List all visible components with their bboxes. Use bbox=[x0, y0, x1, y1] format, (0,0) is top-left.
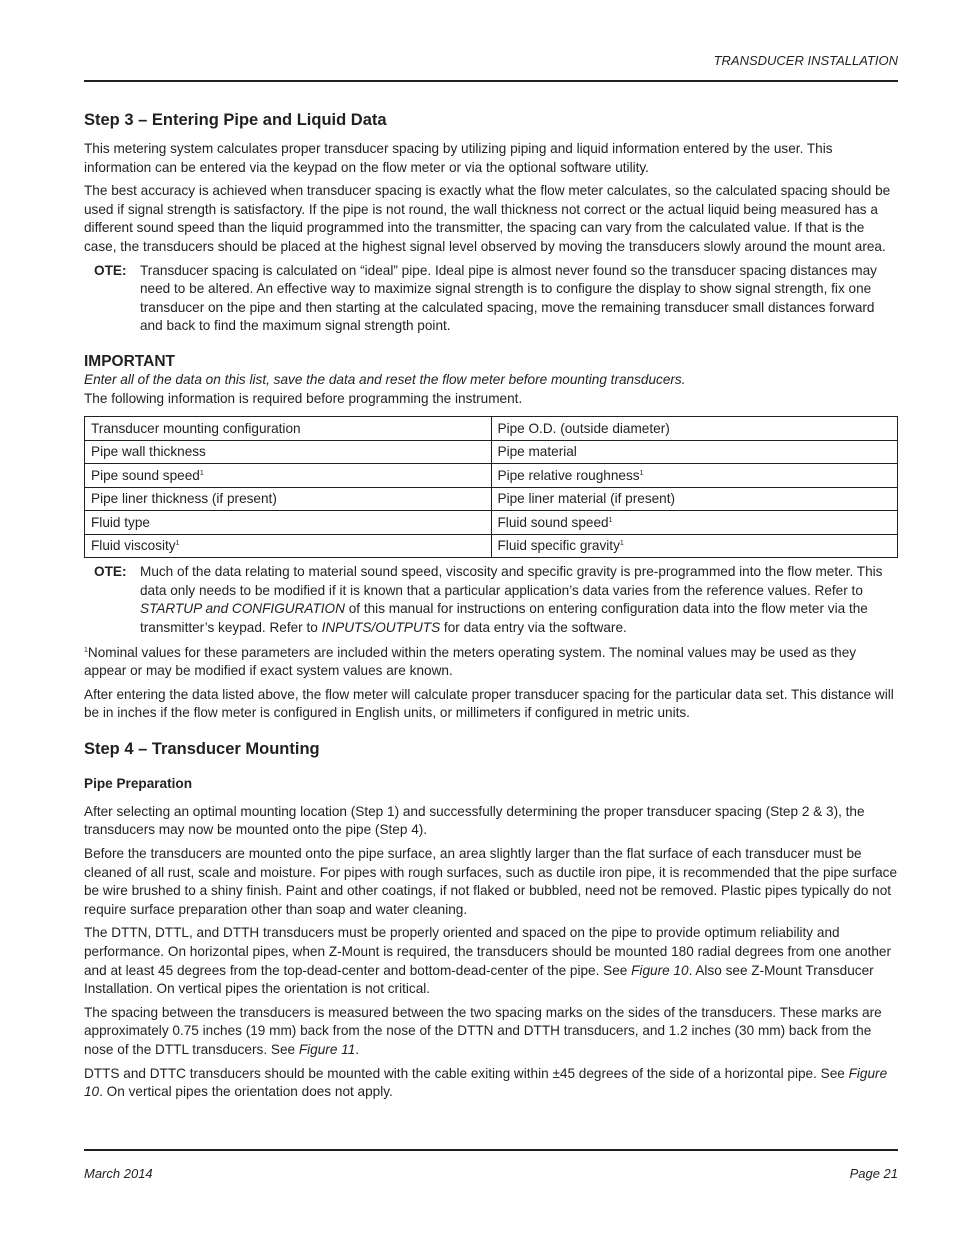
paragraph-text: . bbox=[355, 1042, 360, 1057]
cell-text: Fluid viscosity bbox=[91, 538, 176, 554]
footnote-marker: 1 bbox=[84, 646, 88, 654]
table-cell-right bbox=[491, 487, 898, 511]
footnote-marker: 1 bbox=[639, 469, 644, 477]
table-row bbox=[85, 534, 898, 558]
cell-text: Pipe sound speed bbox=[91, 467, 200, 483]
table-cell-right bbox=[491, 534, 898, 558]
inputs-outputs-reference[interactable]: INPUTS/OUTPUTS bbox=[321, 619, 441, 635]
pipe-preparation-heading: Pipe Preparation bbox=[84, 775, 193, 791]
table-row bbox=[85, 440, 898, 464]
table-row bbox=[85, 487, 898, 511]
header-rule bbox=[84, 80, 898, 82]
cell-text: Fluid specific gravity bbox=[497, 538, 620, 554]
cell-text: Pipe wall thickness bbox=[91, 444, 206, 460]
table-cell-left bbox=[85, 534, 492, 558]
note-spacing bbox=[84, 262, 898, 336]
figure11-reference[interactable]: Figure 11 bbox=[298, 1042, 356, 1057]
startup-config-reference[interactable]: STARTUP and CONFIGURATION bbox=[140, 601, 345, 617]
step3-paragraph-1: This metering system calculates proper transducer spacing by utilizing piping and liquid information entered by the user. This information can be entered via the keypad on the flow meter or via the optional software utility. bbox=[84, 141, 833, 175]
figure10-reference[interactable]: Figure 10 bbox=[84, 1065, 888, 1100]
table-cell-left bbox=[85, 464, 492, 488]
step4-heading: Step 4 – Transducer Mounting bbox=[84, 739, 320, 758]
step4-paragraph-1: After selecting an optimal mounting location (Step 1) and successfully determining the proper transducer spacing (Step 2 & 3), the transducers may now be mounted onto the pipe (Step 4). bbox=[84, 803, 865, 838]
page-content bbox=[84, 110, 898, 1107]
important-heading: IMPORTANT bbox=[84, 352, 175, 370]
note-preprogrammed bbox=[84, 563, 898, 637]
table-cell-right bbox=[491, 417, 898, 441]
step4-paragraph-5 bbox=[84, 1065, 898, 1102]
cell-text: Pipe liner thickness (if present) bbox=[91, 491, 277, 507]
note-text: Transducer spacing is calculated on “ideal” pipe. Ideal pipe is almost never found so the transducer spacing distances may need to be altered. An effective way to maximize signal strength is to configure the display to show signal strength, fix one transducer on the pipe and then starting at the calculated spacing, move the remaining transducer small distances forward and back to find the maximum signal strength point. bbox=[140, 262, 877, 334]
note-text bbox=[140, 563, 898, 637]
step4-paragraph-3 bbox=[84, 924, 898, 998]
footnote-marker: 1 bbox=[619, 540, 624, 548]
step3-heading: Step 3 – Entering Pipe and Liquid Data bbox=[84, 111, 387, 129]
footer-date: March 2014 bbox=[84, 1166, 153, 1181]
footer-page-number: Page 21 bbox=[849, 1166, 898, 1181]
note-text-part: of this manual for instructions on entering configuration data into the flow meter via the transmitter’s keypad. Refer to bbox=[140, 601, 868, 635]
table-cell-right bbox=[491, 511, 898, 535]
footnote bbox=[84, 644, 898, 681]
table-row bbox=[85, 511, 898, 535]
table-cell-right bbox=[491, 440, 898, 464]
step3-paragraph-2: The best accuracy is achieved when transducer spacing is exactly what the flow meter calculates, so the calculated spacing should be used if signal strength is satisfactory. If the pipe is not round, the wall thickness not correct or the actual liquid being measured has a different sound speed than the liquid programmed into the transmitter, the spacing can vary from the calculated value. If that is the case, the transducers should be placed at the highest signal level observed by moving the transducers slowly around the mount area. bbox=[84, 183, 891, 254]
footnote-marker: 1 bbox=[199, 469, 204, 477]
figure10-reference[interactable]: Figure 10 bbox=[631, 962, 689, 978]
footnote-text: Nominal values for these parameters are included within the meters operating system. The nominal values may be used as they appear or may be modified if exact system values are known. bbox=[84, 644, 857, 679]
step4-paragraph-4 bbox=[84, 1004, 898, 1060]
table-row bbox=[85, 464, 898, 488]
cell-text: Fluid sound speed bbox=[497, 514, 609, 530]
cell-text: Pipe liner material (if present) bbox=[497, 491, 676, 507]
required-info-intro: The following information is required before programming the instrument. bbox=[84, 390, 523, 406]
paragraph-text: The spacing between the transducers is measured between the two spacing marks on the sides of the transducers. These marks are approximately 0.75 inches (19 mm) back from the nose of the DTTN and DTTH transducers, and 1.2 inches (30 mm) back from the nose of the DTTL transducers. See bbox=[84, 1004, 882, 1057]
paragraph-text: The DTTN, DTTL, and DTTH transducers must be properly oriented and spaced on the pipe to provide optimum reliability and performance. On horizontal pipes, when Z-Mount is required, the transducers should be mounted 180 radial degrees from one another and at least 45 degrees from the top-dead-center and bottom-dead-center of the pipe. See bbox=[84, 925, 892, 978]
paragraph-text: . Also see Z-Mount Transducer Installation. On vertical pipes the orientation is not critical. bbox=[84, 962, 874, 997]
footnote-marker: 1 bbox=[608, 516, 613, 524]
note-text-part: for data entry via the software. bbox=[440, 619, 627, 635]
running-header: TRANSDUCER INSTALLATION bbox=[713, 53, 898, 68]
table-cell-left bbox=[85, 440, 492, 464]
footnote-marker: 1 bbox=[175, 540, 180, 548]
table-row bbox=[85, 417, 898, 441]
cell-text: Pipe O.D. (outside diameter) bbox=[497, 420, 670, 436]
footer-rule bbox=[84, 1149, 898, 1151]
note-label: OTE: bbox=[94, 564, 127, 580]
table-cell-left bbox=[85, 417, 492, 441]
note-text-part: Much of the data relating to material sound speed, viscosity and specific gravity is pre-programmed into the flow meter. This data only needs to be modified if it is known that a particular application’s data varies from the reference values. Refer to bbox=[140, 564, 883, 598]
step4-paragraph-2: Before the transducers are mounted onto the pipe surface, an area slightly larger than the flat surface of each transducer must be cleaned of all rust, scale and moisture. For pipes with rough surfaces, such as ductile iron pipe, it is recommended that the pipe surface be wire brushed to a shiny finish. Paint and other coatings, if not flaked or bubbled, need not be removed. Plastic pipes typically do not require surface preparation other than soap and water cleaning. bbox=[84, 846, 898, 917]
cell-text: Pipe material bbox=[497, 444, 577, 460]
cell-text: Transducer mounting configuration bbox=[91, 420, 301, 436]
required-info-table bbox=[84, 416, 898, 558]
table-cell-left bbox=[85, 511, 492, 535]
important-instruction: Enter all of the data on this list, save the data and reset the flow meter before mounting transducers. bbox=[84, 371, 686, 387]
cell-text: Fluid type bbox=[91, 514, 150, 530]
cell-text: Pipe relative roughness bbox=[497, 467, 640, 483]
table-cell-left bbox=[85, 487, 492, 511]
paragraph-text: . On vertical pipes the orientation does not apply. bbox=[99, 1084, 393, 1100]
note-label: OTE: bbox=[94, 262, 127, 278]
after-entering-paragraph: After entering the data listed above, the flow meter will calculate proper transducer spacing for the particular data set. This distance will be in inches if the flow meter is configured in English units, or millimeters if configured in metric units. bbox=[84, 686, 894, 721]
table-cell-right bbox=[491, 464, 898, 488]
paragraph-text: DTTS and DTTC transducers should be mounted with the cable exiting within ±45 degrees of the side of a horizontal pipe. See bbox=[84, 1065, 849, 1081]
